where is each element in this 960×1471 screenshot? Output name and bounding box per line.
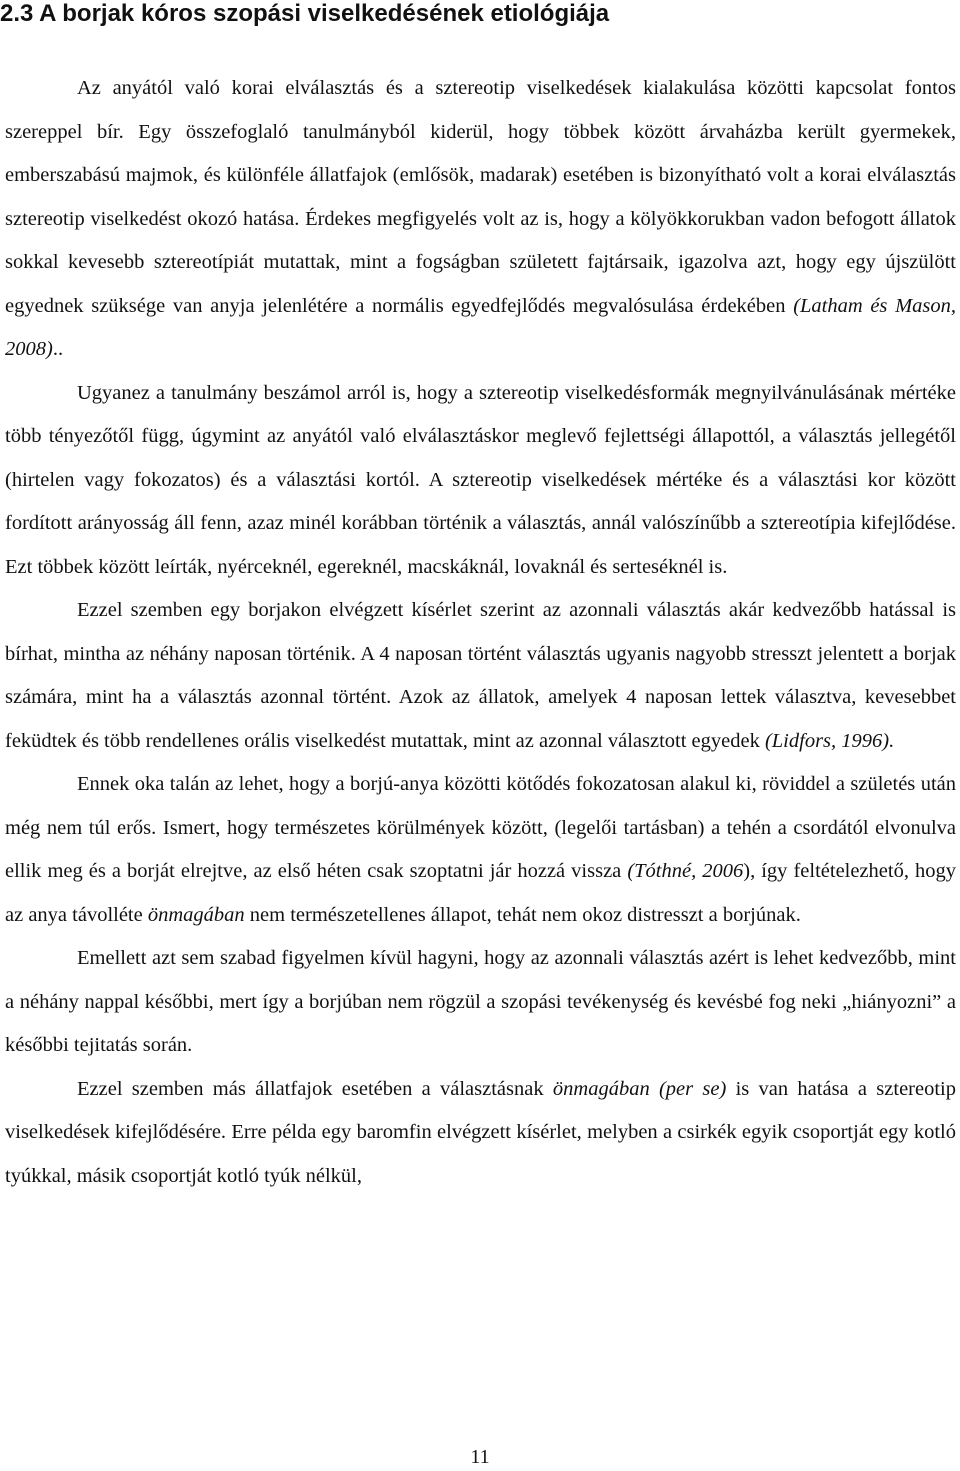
paragraph [5, 763, 956, 937]
text-run: Ezzel szemben egy borjakon elvégzett kísérlet szerint az azonnali választás akár kedvezőbb hatással is bírhat, mintha az néhány naposan történik. A 4 naposan történt választás ugyanis nagyobb stresszt jelentett a borjak számára, mint ha a választás azonnal történt. Azok az állatok, amelyek 4 naposan lettek választva, kevesebbet feküdtek és több rendellenes orális viselkedést mutattak, mint az azonnal választott egyedek [5, 599, 956, 752]
citation: (Tóthné, 2006 [627, 860, 744, 882]
paragraph [5, 372, 956, 590]
paragraph [5, 1068, 956, 1199]
text-run: Ennek oka talán az lehet, hogy a borjú-anya közötti kötődés fokozatosan alakul ki, röviddel a születés után még nem túl erős. Ismert, hogy természetes körülmények között, (legelői tartásban) a tehén a csordától elvonulva ellik meg és a borját elrejtve, az első héten csak szoptatni jár hozzá vissza [5, 773, 956, 882]
text-run: .. [52, 338, 64, 360]
emphasis: önmagában (per se) [552, 1077, 727, 1100]
citation: (Latham és Mason, 2008) [5, 294, 957, 360]
text-run: nem természetellenes állapot, tehát nem okoz distresszt a borjúnak. [244, 903, 801, 926]
section-heading: 2.3 A borjak kóros szopási viselkedésének etiológiája [0, 0, 610, 27]
citation: (Lidfors, 1996). [764, 729, 895, 752]
paragraph [5, 67, 956, 372]
paragraph [5, 589, 956, 763]
text-run: ), így feltételezhető, hogy az anya távolléte [5, 860, 957, 926]
body-text [5, 67, 956, 1198]
text-run: Emellett azt sem szabad figyelmen kívül hagyni, hogy az azonnali választás azért is lehet kedvezőbb, mint a néhány nappal későbbi, mert így a borjúban nem rögzül a szopási tevékenység és kevésbé fog neki „hiányozni” a későbbi tejitatás során. [5, 947, 956, 1056]
text-run: is van hatása a sztereotip viselkedések kifejlődésére. Erre példa egy baromfin elvégzett kísérlet, melyben a csirkék egyik csoportját egy kotló tyúkkal, másik csoportját kotló tyúk nélkül, [5, 1077, 956, 1187]
paragraph [5, 937, 956, 1068]
text-run: Ugyanez a tanulmány beszámol arról is, hogy a sztereotip viselkedésformák megnyilvánulásának mértéke több tényezőtől függ, úgymint az anyától való elválasztáskor meglevő fejlettségi állapottól, a választás jellegétől (hirtelen vagy fokozatos) és a választási kortól. A sztereotip viselkedések mértéke és a választási kor között fordított arányosság áll fenn, azaz minél korábban történik a választás, annál valószínűbb a sztereotípia kifejlődése. Ezt többek között leírták, nyérceknél, egereknél, macskáknál, lovaknál és serteséknél is. [5, 381, 956, 578]
page-number: 11 [470, 1446, 490, 1468]
text-run: Ezzel szemben más állatfajok esetében a választásnak [77, 1077, 553, 1100]
text-run: Az anyától való korai elválasztás és a sztereotip viselkedések kialakulása közötti kapcsolat fontos szereppel bír. Egy összefoglaló tanulmányból kiderül, hogy többek között árvaházba került gyermekek, emberszabású majmok, és különféle állatfajok (emlősök, madarak) esetében is bizonyítható volt a korai elválasztás sztereotip viselkedést okozó hatása. Érdekes megfigyelés volt az is, hogy a kölyökkorukban vadon befogott állatok sokkal kevesebb sztereotípiát mutattak, mint a fogságban született fajtársaik, igazolva azt, hogy egy újszülött egyednek szüksége van anyja jelenlétére a normális egyedfejlődés megvalósulása érdekében [5, 77, 956, 317]
emphasis: önmagában [147, 903, 245, 926]
